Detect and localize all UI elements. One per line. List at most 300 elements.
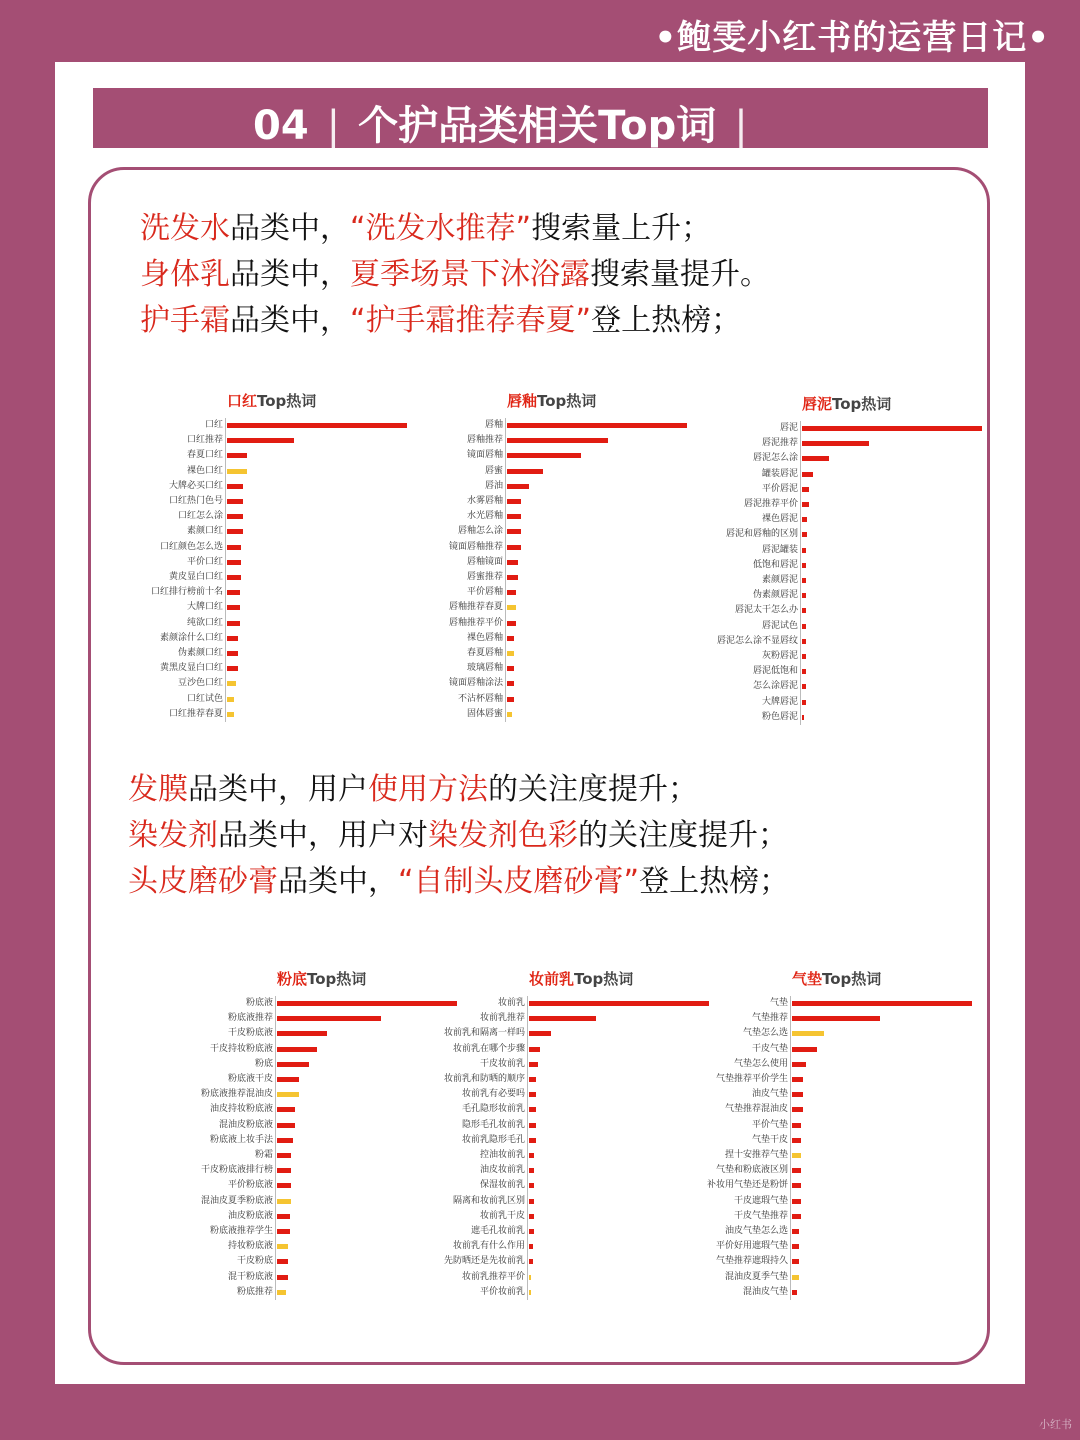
chart-category-label: 唇泥太干怎么办 [734,605,798,616]
chart-bar [277,1214,290,1219]
chart-bar [227,423,407,428]
chart-category-label: 唇釉推荐 [466,435,503,446]
chart-row [125,418,415,433]
chart-category-label: 玻璃唇釉 [466,663,503,674]
para2-line [128,813,789,859]
chart-category-label: 隔离和妆前乳区别 [452,1195,525,1206]
chart-row [125,448,415,463]
chart-category-label: 干皮气垫推荐 [733,1210,788,1221]
chart-bar [802,608,806,613]
body-text: 搜索量上升； [531,211,712,246]
chart-row [700,558,990,573]
chart-category-label: 妆前乳有必要吗 [461,1089,525,1100]
chart-row [405,585,695,600]
chart-category-label: 混油皮夏季气垫 [724,1271,788,1282]
chart-category-label: 气垫和粉底液区别 [715,1165,788,1176]
chart-bar [227,469,247,474]
para1-line [140,206,770,252]
chart-title-rest: Top热词 [307,970,367,988]
chart-row [690,1148,980,1163]
chart-bar [529,1123,536,1128]
chart-category-label: 镜面唇釉 [466,450,503,461]
highlight-text: 夏季场景下沐浴露 [350,257,590,292]
chart-category-label: 灰粉唇泥 [761,651,798,661]
chart-bar [507,697,514,702]
chart-bar [507,712,512,717]
chart-bar [792,1107,803,1112]
chart-row [700,421,990,436]
chart-bar [802,624,806,629]
chart-category-label: 唇泥试色 [761,620,798,631]
chart-row [405,479,695,494]
chart-bar [227,499,243,504]
chart-bar [802,700,806,705]
chart-row [405,676,695,691]
chart-category-label: 唇釉镜面 [466,556,503,567]
chart-bar [529,1214,534,1219]
chart-category-label: 粉底液推荐 [227,1013,273,1024]
chart-row [405,692,695,707]
chart-title-rest: Top热词 [257,392,317,410]
chart-bar [227,529,243,534]
chart-category-label: 粉底液干皮 [227,1074,273,1084]
chart-row [700,664,990,679]
chart-bar [792,1031,824,1036]
highlight-text: “护手霜推荐春夏” [350,303,592,338]
chart-bar [507,651,514,656]
chart-category-label: 大牌必买口红 [168,480,223,491]
chart-bar [507,529,521,534]
chart-category-label: 先防晒还是先妆前乳 [443,1256,525,1267]
chart-row [700,573,990,588]
chart-row [125,707,415,722]
chart-bar [529,1183,534,1188]
chart-bar [529,1031,551,1036]
chart-row [700,649,990,664]
chart-bar [507,605,516,610]
chart-category-label: 干皮粉底 [236,1256,273,1267]
chart-category-label: 粉底液推荐混油皮 [200,1089,273,1100]
chart-category-label: 大牌口红 [186,602,223,613]
chart-bar [802,563,806,568]
chart-row [405,646,695,661]
chart-row [690,1254,980,1269]
chart-bar [507,453,581,458]
chart-row [700,588,990,603]
chart-category-label: 唇泥和唇釉的区别 [725,529,798,540]
chart-row [405,464,695,479]
chart-row [690,1209,980,1224]
lip-glaze-top-words-chart [405,390,685,730]
chart-title-rest: Top热词 [574,970,634,988]
chart-row [690,1057,980,1072]
highlight-text: 染发剂 [128,818,218,853]
chart-category-label: 水雾唇釉 [466,496,503,506]
chart-bar [277,1123,295,1128]
body-text: 搜索量提升。 [590,257,770,292]
chart-category-label: 干皮妆前乳 [479,1058,525,1069]
chart-row [700,679,990,694]
chart-category-label: 遮毛孔妆前乳 [470,1226,525,1236]
chart-bar [802,426,982,431]
chart-category-label: 口红怎么涂 [177,511,223,522]
chart-category-label: 唇釉 [484,420,503,430]
chart-category-label: 素颜涂什么口红 [159,632,223,643]
chart-bar [792,1047,817,1052]
chart-category-label: 粉底液上妆手法 [209,1134,273,1145]
chart-bar [507,469,543,474]
chart-row [125,661,415,676]
chart-category-label: 不沾杯唇釉 [457,693,503,704]
chart-category-label: 捏十安推荐气垫 [724,1150,788,1160]
chart-category-label: 气垫怎么选 [742,1028,788,1039]
chart-row [405,524,695,539]
chart-category-label: 妆前乳推荐 [479,1013,525,1024]
chart-category-label: 混干粉底液 [227,1271,273,1282]
chart-category-label: 唇釉推荐平价 [448,617,503,628]
chart-bar [227,484,243,489]
chart-bar [792,1077,803,1082]
chart-category-label: 固体唇蜜 [466,708,503,719]
chart-bar [792,1168,801,1173]
chart-bar [792,1016,880,1021]
chart-category-label: 妆前乳隐形毛孔 [461,1134,525,1145]
chart-bar [277,1183,291,1188]
chart-title [227,390,316,411]
chart-category-label: 口红试色 [186,693,223,704]
chart-category-label: 平价妆前乳 [479,1286,525,1297]
chart-row [690,1118,980,1133]
chart-row [700,482,990,497]
chart-category-label: 罐装唇泥 [761,468,798,479]
highlight-text: 洗发水 [140,211,230,246]
chart-title-rest: Top热词 [822,970,882,988]
chart-category-label: 控油妆前乳 [479,1150,525,1160]
summary-paragraph-1 [140,206,770,344]
chart-category-label: 低饱和唇泥 [752,559,798,570]
banner-text: 04 | 个护品类相关Top词 | [253,103,748,149]
body-text: 品类中， [230,211,350,246]
chart-row [690,1026,980,1041]
chart-bar [227,575,241,580]
chart-bar [277,1290,286,1295]
chart-bar [227,590,240,595]
chart-category-label: 油皮妆前乳 [479,1165,525,1176]
chart-category-label: 口红 [204,420,223,430]
chart-row [690,1163,980,1178]
chart-bar [802,578,806,583]
chart-category-label: 干皮粉底液 [227,1028,273,1039]
chart-row [405,707,695,722]
chart-category-label: 唇蜜推荐 [466,572,503,582]
highlight-text: 身体乳 [140,257,230,292]
chart-bar [507,575,518,580]
chart-row [125,692,415,707]
para1-line [140,298,770,344]
body-text: 品类中， [230,257,350,292]
chart-row [405,616,695,631]
chart-bar [277,1047,317,1052]
chart-category-label: 油皮气垫怎么选 [724,1226,788,1236]
chart-category-label: 气垫推荐遮瑕持久 [715,1256,788,1267]
chart-bar [277,1275,288,1280]
chart-category-label: 油皮气垫 [751,1089,788,1100]
chart-bar [507,545,521,550]
chart-bar [507,484,529,489]
chart-row [690,1194,980,1209]
chart-category-label: 气垫 [769,998,788,1008]
chart-category-label: 裸色口红 [186,465,223,476]
chart-row [690,1270,980,1285]
chart-category-label: 唇泥 [779,423,798,433]
chart-row [405,433,695,448]
chart-bar [792,1275,799,1280]
chart-category-label: 持妆粉底液 [227,1241,273,1252]
chart-category-label: 平价气垫 [751,1119,788,1130]
chart-category-label: 平价好用遮瑕气垫 [715,1241,788,1252]
chart-bar [529,1138,536,1143]
chart-category-label: 纯欲口红 [186,617,223,628]
chart-category-label: 水光唇釉 [466,511,503,522]
chart-bar [277,1138,293,1143]
chart-bar [277,1092,299,1097]
chart-category-label: 平价唇釉 [466,587,503,598]
chart-category-label: 油皮粉底液 [227,1210,273,1221]
chart-bar [227,545,241,550]
chart-category-label: 镜面唇釉涂法 [448,678,503,689]
chart-bar [529,1107,536,1112]
chart-bar [277,1077,299,1082]
chart-category-label: 干皮粉底液排行榜 [200,1165,273,1176]
chart-bar [792,1199,801,1204]
chart-row [125,570,415,585]
chart-row [405,631,695,646]
chart-bar [227,560,241,565]
chart-title [802,393,891,414]
chart-bar [802,548,806,553]
chart-category-label: 伪素颜口红 [177,648,223,658]
chart-row [405,570,695,585]
chart-title-highlight: 妆前乳 [529,970,575,988]
chart-category-label: 春夏口红 [186,450,223,461]
chart-bar [507,590,516,595]
chart-bar [507,636,514,641]
chart-category-label: 粉底 [254,1058,273,1069]
chart-category-label: 平价唇泥 [761,483,798,494]
chart-row [700,527,990,542]
chart-bar [792,1290,797,1295]
chart-title-highlight: 唇釉 [507,392,538,410]
chart-category-label: 粉底液推荐学生 [209,1226,273,1236]
chart-bar [802,715,804,720]
chart-row [405,661,695,676]
chart-bar [227,651,238,656]
chart-title-highlight: 气垫 [792,970,823,988]
chart-category-label: 保湿妆前乳 [479,1180,525,1191]
chart-bar [277,1199,291,1204]
chart-category-label: 唇泥怎么涂 [752,453,798,464]
chart-row [125,479,415,494]
body-text: 的关注度提升； [488,772,698,807]
chart-category-label: 唇蜜 [484,465,503,476]
chart-category-label: 黄黑皮显白口红 [159,663,223,674]
chart-bar [792,1123,801,1128]
chart-bar [802,487,809,492]
chart-row [125,600,415,615]
chart-bar [529,1259,533,1264]
chart-bar [529,1062,538,1067]
chart-category-label: 平价粉底液 [227,1180,273,1191]
chart-category-label: 气垫推荐混油皮 [724,1104,788,1115]
chart-row [125,646,415,661]
chart-bar [507,560,518,565]
chart-bar [227,636,238,641]
chart-bar [792,1153,801,1158]
body-text: 登上热榜； [639,864,790,899]
chart-bar [802,517,807,522]
chart-bar [529,1016,596,1021]
chart-bar [227,697,234,702]
chart-bar [277,1153,291,1158]
chart-bar [802,654,806,659]
chart-title-highlight: 粉底 [277,970,308,988]
chart-category-label: 唇釉怎么涂 [457,526,503,537]
highlight-text: 头皮磨砂膏 [128,864,278,899]
chart-title-highlight: 唇泥 [802,395,833,413]
summary-paragraph-2 [128,767,789,905]
chart-bar [529,1275,531,1280]
chart-row [125,494,415,509]
para2-line [128,767,789,813]
chart-bar [507,666,514,671]
chart-category-label: 妆前乳有什么作用 [452,1241,525,1252]
chart-category-label: 唇泥低饱和 [752,666,798,677]
chart-bar [227,621,240,626]
chart-row [125,585,415,600]
chart-category-label: 干皮气垫 [751,1043,788,1054]
chart-category-label: 气垫干皮 [751,1134,788,1145]
chart-category-label: 干皮遮瑕气垫 [733,1195,788,1206]
chart-row [690,1042,980,1057]
chart-bar [802,593,806,598]
chart-bar [792,1183,801,1188]
chart-title [529,968,633,989]
chart-category-label: 妆前乳推荐平价 [461,1271,525,1282]
chart-row [405,418,695,433]
chart-bar [792,1138,801,1143]
chart-bar [277,1244,288,1249]
chart-bar [277,1062,309,1067]
highlight-text: 护手霜 [140,303,230,338]
chart-row [690,1239,980,1254]
chart-title [507,390,596,411]
chart-bar [529,1290,531,1295]
primer-top-words-chart [427,968,707,1297]
chart-bar [792,1229,799,1234]
chart-category-label: 春夏唇釉 [466,648,503,658]
cushion-top-words-chart [690,968,970,1297]
chart-category-label: 粉底液 [245,998,273,1008]
chart-bar [792,1062,806,1067]
chart-category-label: 妆前乳 [497,998,525,1008]
chart-bar [802,669,806,674]
chart-row [405,494,695,509]
chart-bar [529,1168,534,1173]
chart-category-label: 唇泥推荐平价 [743,499,798,509]
chart-category-label: 粉色唇泥 [761,711,798,722]
chart-title [277,968,366,989]
para1-line [140,252,770,298]
chart-bar [529,1199,534,1204]
chart-category-label: 气垫怎么使用 [733,1058,788,1069]
chart-category-label: 口红颜色怎么选 [159,541,223,552]
chart-bar [529,1077,536,1082]
chart-bar [529,1229,534,1234]
chart-category-label: 气垫推荐平价学生 [715,1074,788,1084]
body-text: 的关注度提升； [578,818,788,853]
chart-row [690,1285,980,1300]
chart-bar [507,423,687,428]
body-text: 品类中，用户 [188,772,368,807]
chart-row [125,631,415,646]
highlight-text: 染发剂色彩 [428,818,578,853]
chart-category-label: 唇釉推荐春夏 [448,602,503,613]
chart-bar [277,1016,381,1021]
chart-title-rest: Top热词 [832,395,892,413]
chart-category-label: 粉底推荐 [236,1286,273,1297]
chart-category-label: 妆前乳在哪个步骤 [452,1043,525,1054]
chart-title-rest: Top热词 [537,392,597,410]
chart-category-label: 裸色唇釉 [466,632,503,643]
chart-bar [277,1031,327,1036]
chart-row [700,512,990,527]
highlight-text: 使用方法 [368,772,488,807]
chart-row [405,448,695,463]
watermark: 小红书 [1039,1418,1072,1431]
lip-mud-top-words-chart [700,393,980,733]
chart-row [125,676,415,691]
chart-bar [507,514,521,519]
chart-row [690,1011,980,1026]
chart-category-label: 气垫推荐 [751,1013,788,1024]
chart-bar [277,1168,291,1173]
chart-row [700,603,990,618]
chart-row [405,540,695,555]
chart-category-label: 口红推荐 [186,435,223,446]
chart-row [690,1178,980,1193]
chart-bar [507,499,521,504]
chart-category-label: 油皮持妆粉底液 [209,1104,273,1115]
chart-category-label: 补妆用气垫还是粉饼 [706,1180,788,1191]
chart-title-highlight: 口红 [227,392,258,410]
chart-bar [227,712,234,717]
body-text: 品类中， [278,864,398,899]
chart-row [700,436,990,451]
chart-bar [802,532,807,537]
chart-category-label: 平价口红 [186,556,223,567]
chart-bar [227,514,243,519]
chart-bar [792,1001,972,1006]
page-header-title: •鲍雯小红书的运营日记• [654,18,1050,58]
body-text: 登上热榜； [591,303,742,338]
chart-row [125,464,415,479]
chart-row [700,634,990,649]
chart-bar [792,1259,799,1264]
chart-row [700,710,990,725]
chart-row [700,619,990,634]
chart-category-label: 粉霜 [254,1150,273,1160]
chart-category-label: 妆前乳和防晒的顺序 [443,1074,525,1084]
